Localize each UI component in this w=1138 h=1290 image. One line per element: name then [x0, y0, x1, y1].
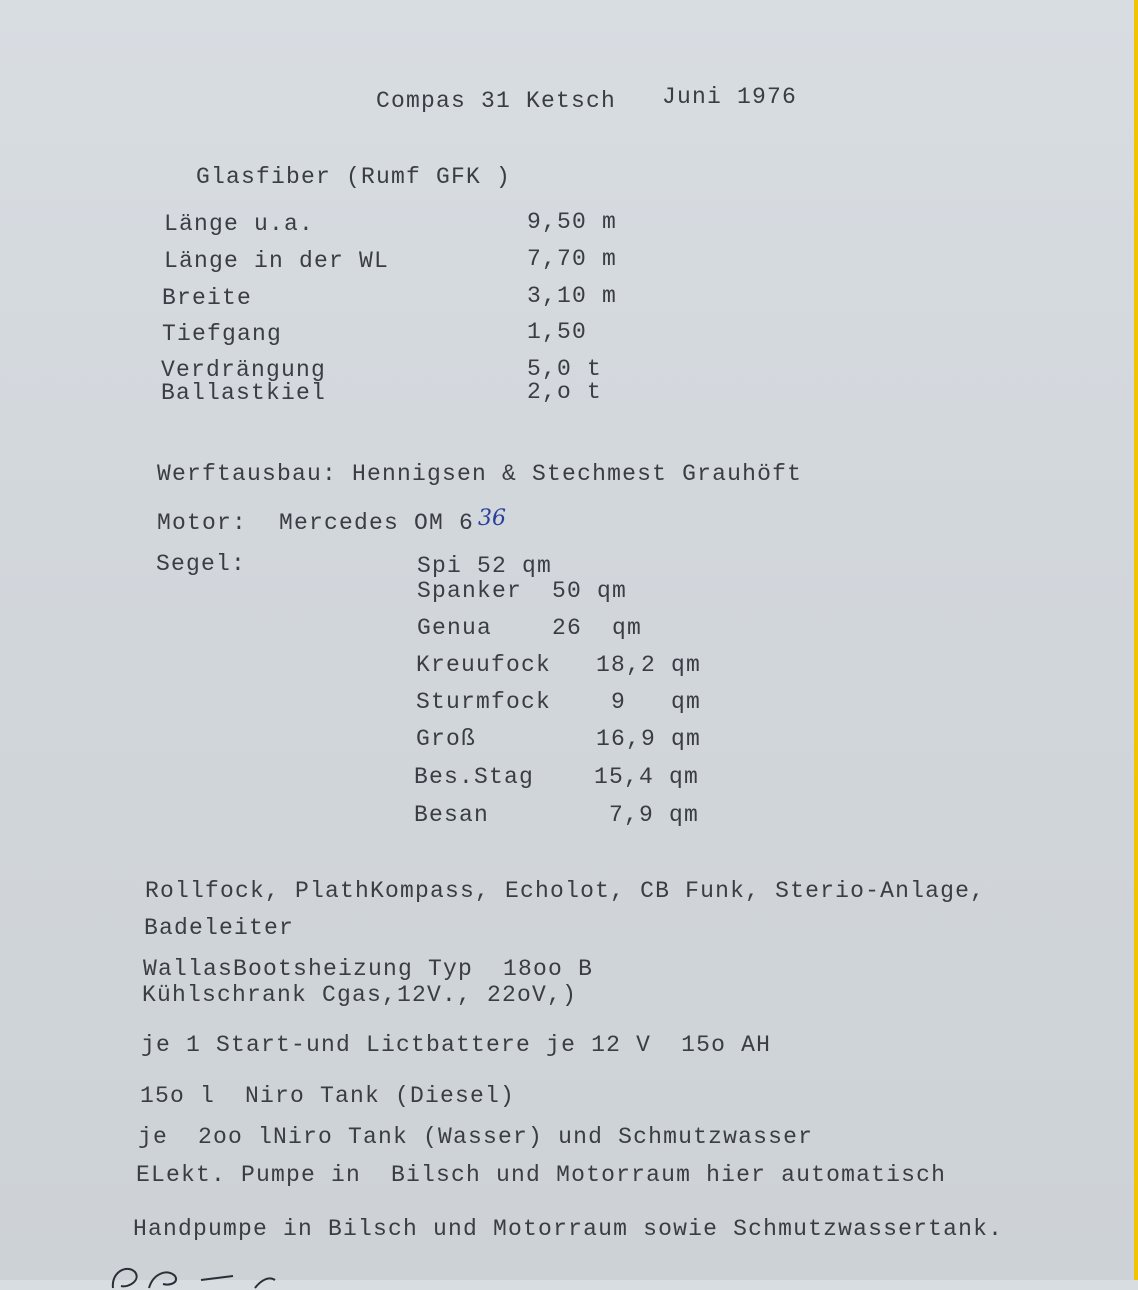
handwritten-signature-fragment — [105, 1250, 365, 1290]
equipment-line: Rollfock, PlathKompass, Echolot, CB Funk, Sterio-Anlage, — [145, 878, 986, 904]
equipment-line: Handpumpe in Bilsch und Motorraum sowie Schmutzwassertank. — [133, 1216, 1004, 1242]
spec-value: 1,50 — [527, 319, 588, 345]
sail-item: Spi 52 qm — [417, 553, 553, 579]
spec-value: 3,10 m — [527, 283, 618, 309]
hull-material: Glasfiber (Rumf GFK ) — [196, 164, 512, 190]
handwritten-motor-correction: 36 — [478, 506, 506, 531]
sail-item: Spanker 50 qm — [417, 578, 628, 604]
equipment-line: je 1 Start-und Lictbattere je 12 V 15o AH — [141, 1032, 772, 1058]
spec-label: Breite — [162, 285, 253, 311]
sail-item: Bes.Stag 15,4 qm — [414, 764, 700, 790]
equipment-line: je 2oo lNiro Tank (Wasser) und Schmutzwasser — [138, 1124, 814, 1150]
equipment-line: ELekt. Pumpe in Bilsch und Motorraum hier automatisch — [136, 1162, 947, 1188]
spec-label: Länge in der WL — [164, 248, 390, 274]
spec-value: 5,0 t — [527, 356, 603, 382]
shipyard-line: Werftausbau: Hennigsen & Stechmest Grauhöft — [157, 461, 803, 487]
sails-label: Segel: — [156, 551, 247, 577]
sail-item: Sturmfock 9 qm — [416, 689, 702, 715]
sail-item: Besan 7,9 qm — [414, 802, 700, 828]
spec-label: Ballastkiel — [161, 380, 327, 406]
sail-item: Groß 16,9 qm — [416, 726, 702, 752]
spec-label: Länge u.a. — [164, 211, 315, 237]
equipment-line: Badeleiter — [144, 915, 295, 941]
spec-value: 7,70 m — [527, 246, 618, 272]
spec-label: Tiefgang — [162, 321, 283, 347]
spec-value: 9,50 m — [527, 209, 618, 235]
page-edge-strip — [1134, 0, 1138, 1280]
spec-value: 2,o t — [527, 379, 603, 405]
motor-label: Motor: — [157, 510, 248, 536]
equipment-line: WallasBootsheizung Typ 18oo B — [143, 956, 594, 982]
sail-item: Kreuufock 18,2 qm — [416, 652, 702, 678]
spec-label: Verdrängung — [161, 357, 327, 383]
document-date: Juni 1976 — [662, 84, 798, 110]
equipment-line: Kühlschrank Cgas,12V., 22oV,) — [142, 982, 578, 1008]
motor-value: Mercedes OM 6 — [279, 510, 475, 536]
sail-item: Genua 26 qm — [417, 615, 643, 641]
equipment-line: 15o l Niro Tank (Diesel) — [140, 1083, 516, 1109]
document-title: Compas 31 Ketsch — [376, 88, 617, 114]
